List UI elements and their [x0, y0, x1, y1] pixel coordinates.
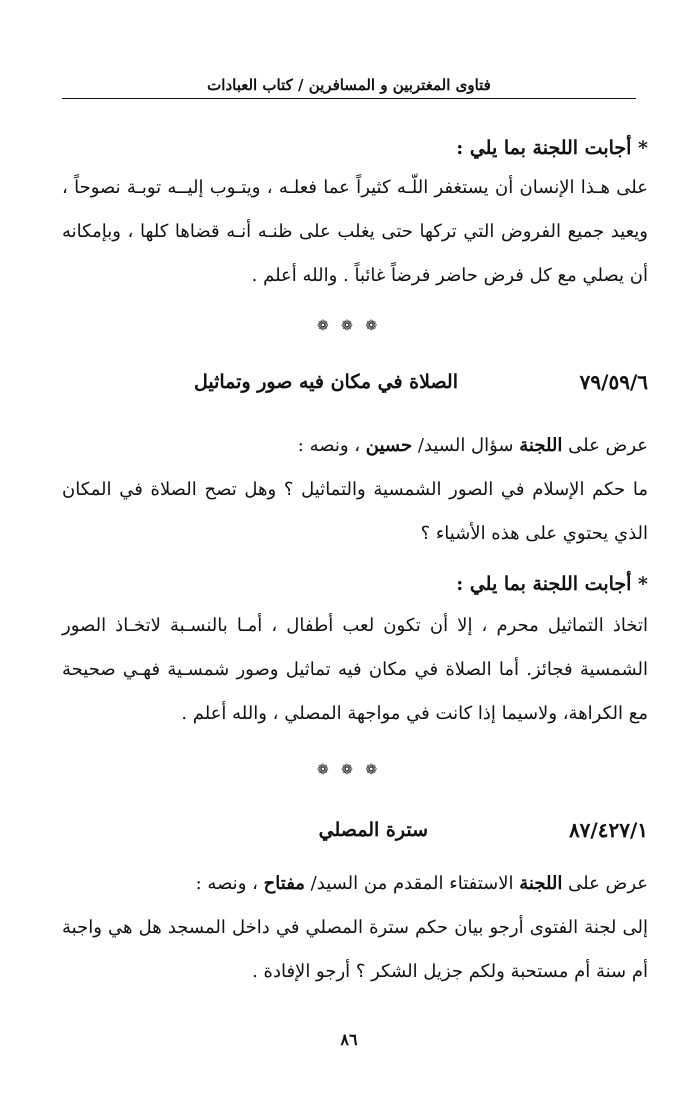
fatwa-heading-2 [62, 362, 648, 402]
running-header: فتاوى المغتربين و المسافرين / كتاب العبادات [62, 72, 636, 99]
fatwa-number-2: ٧٩/٥٩/٦ [579, 370, 648, 394]
intro-text: ، ونصه : [297, 435, 366, 456]
fatwa-intro-2 [62, 424, 648, 468]
answer-text-2: اتخاذ التماثيل محرم ، إلا أن تكون لعب أطفال ، أمـا بالنسـبة لاتخـاذ الصور الشمسية فجائز. أما الصلاة في مكان فيه تماثيل وصور شمسـية فهـي صحيحة مع الكراهة، ولاسيما إذا كانت في مواجهة المصلي ، والله أعلم . [62, 615, 648, 724]
page-number: ٨٦ [340, 1030, 358, 1049]
questioner-name: حسين [365, 435, 413, 456]
answer-text-1: على هـذا الإنسان أن يستغفر اللّـه كثيراً عما فعلـه ، ويتـوب إليــه توبـة نصوحاً ، ويعيد جميع الفروض التي تركها حتى يغلب على ظنـه أنـه قضاها كلها ، وبإمكانه أن يصلي مع كل فرض حاضر فرضاً غائباً . والله أعلم . [62, 177, 648, 286]
committee-name: اللجنة [519, 873, 563, 894]
questioner-name: مفتاح [263, 873, 305, 894]
intro-text: ، ونصه : [195, 873, 264, 894]
fatwa-title-2: الصلاة في مكان فيه صور وتماثيل [193, 371, 458, 393]
fatwa-title-3: سترة المصلي [318, 819, 428, 841]
intro-text: سؤال السيد/ [412, 435, 520, 456]
section-ornament-1: ❁ ❁ ❁ [316, 318, 382, 334]
section-ornament-2: ❁ ❁ ❁ [316, 762, 382, 778]
fatwa-number-3: ٨٧/٤٢٧/١ [568, 818, 648, 842]
fatwa-intro-3 [62, 862, 648, 906]
intro-text: الاستفتاء المقدم من السيد/ [304, 873, 520, 894]
answer-label-1: * أجابت اللجنة بما يلي : [456, 137, 648, 159]
fatwa-question-2: ما حكم الإسلام في الصور الشمسية والتماثيل ؟ وهل تصح الصلاة في المكان الذي يحتوي على هذه الأشياء ؟ [62, 479, 648, 544]
intro-text: عرض على [562, 873, 648, 894]
answer-label-2: * أجابت اللجنة بما يلي : [456, 573, 648, 595]
fatwa-question-3: إلى لجنة الفتوى أرجو بيان حكم سترة المصلي في داخل المسجد هل هي واجبة أم سنة أم مستحبة ولكم جزيل الشكر ؟ أرجو الإفادة . [62, 917, 648, 982]
committee-name: اللجنة [519, 435, 563, 456]
fatwa-heading-3 [62, 810, 648, 850]
intro-text: عرض على [562, 435, 648, 456]
